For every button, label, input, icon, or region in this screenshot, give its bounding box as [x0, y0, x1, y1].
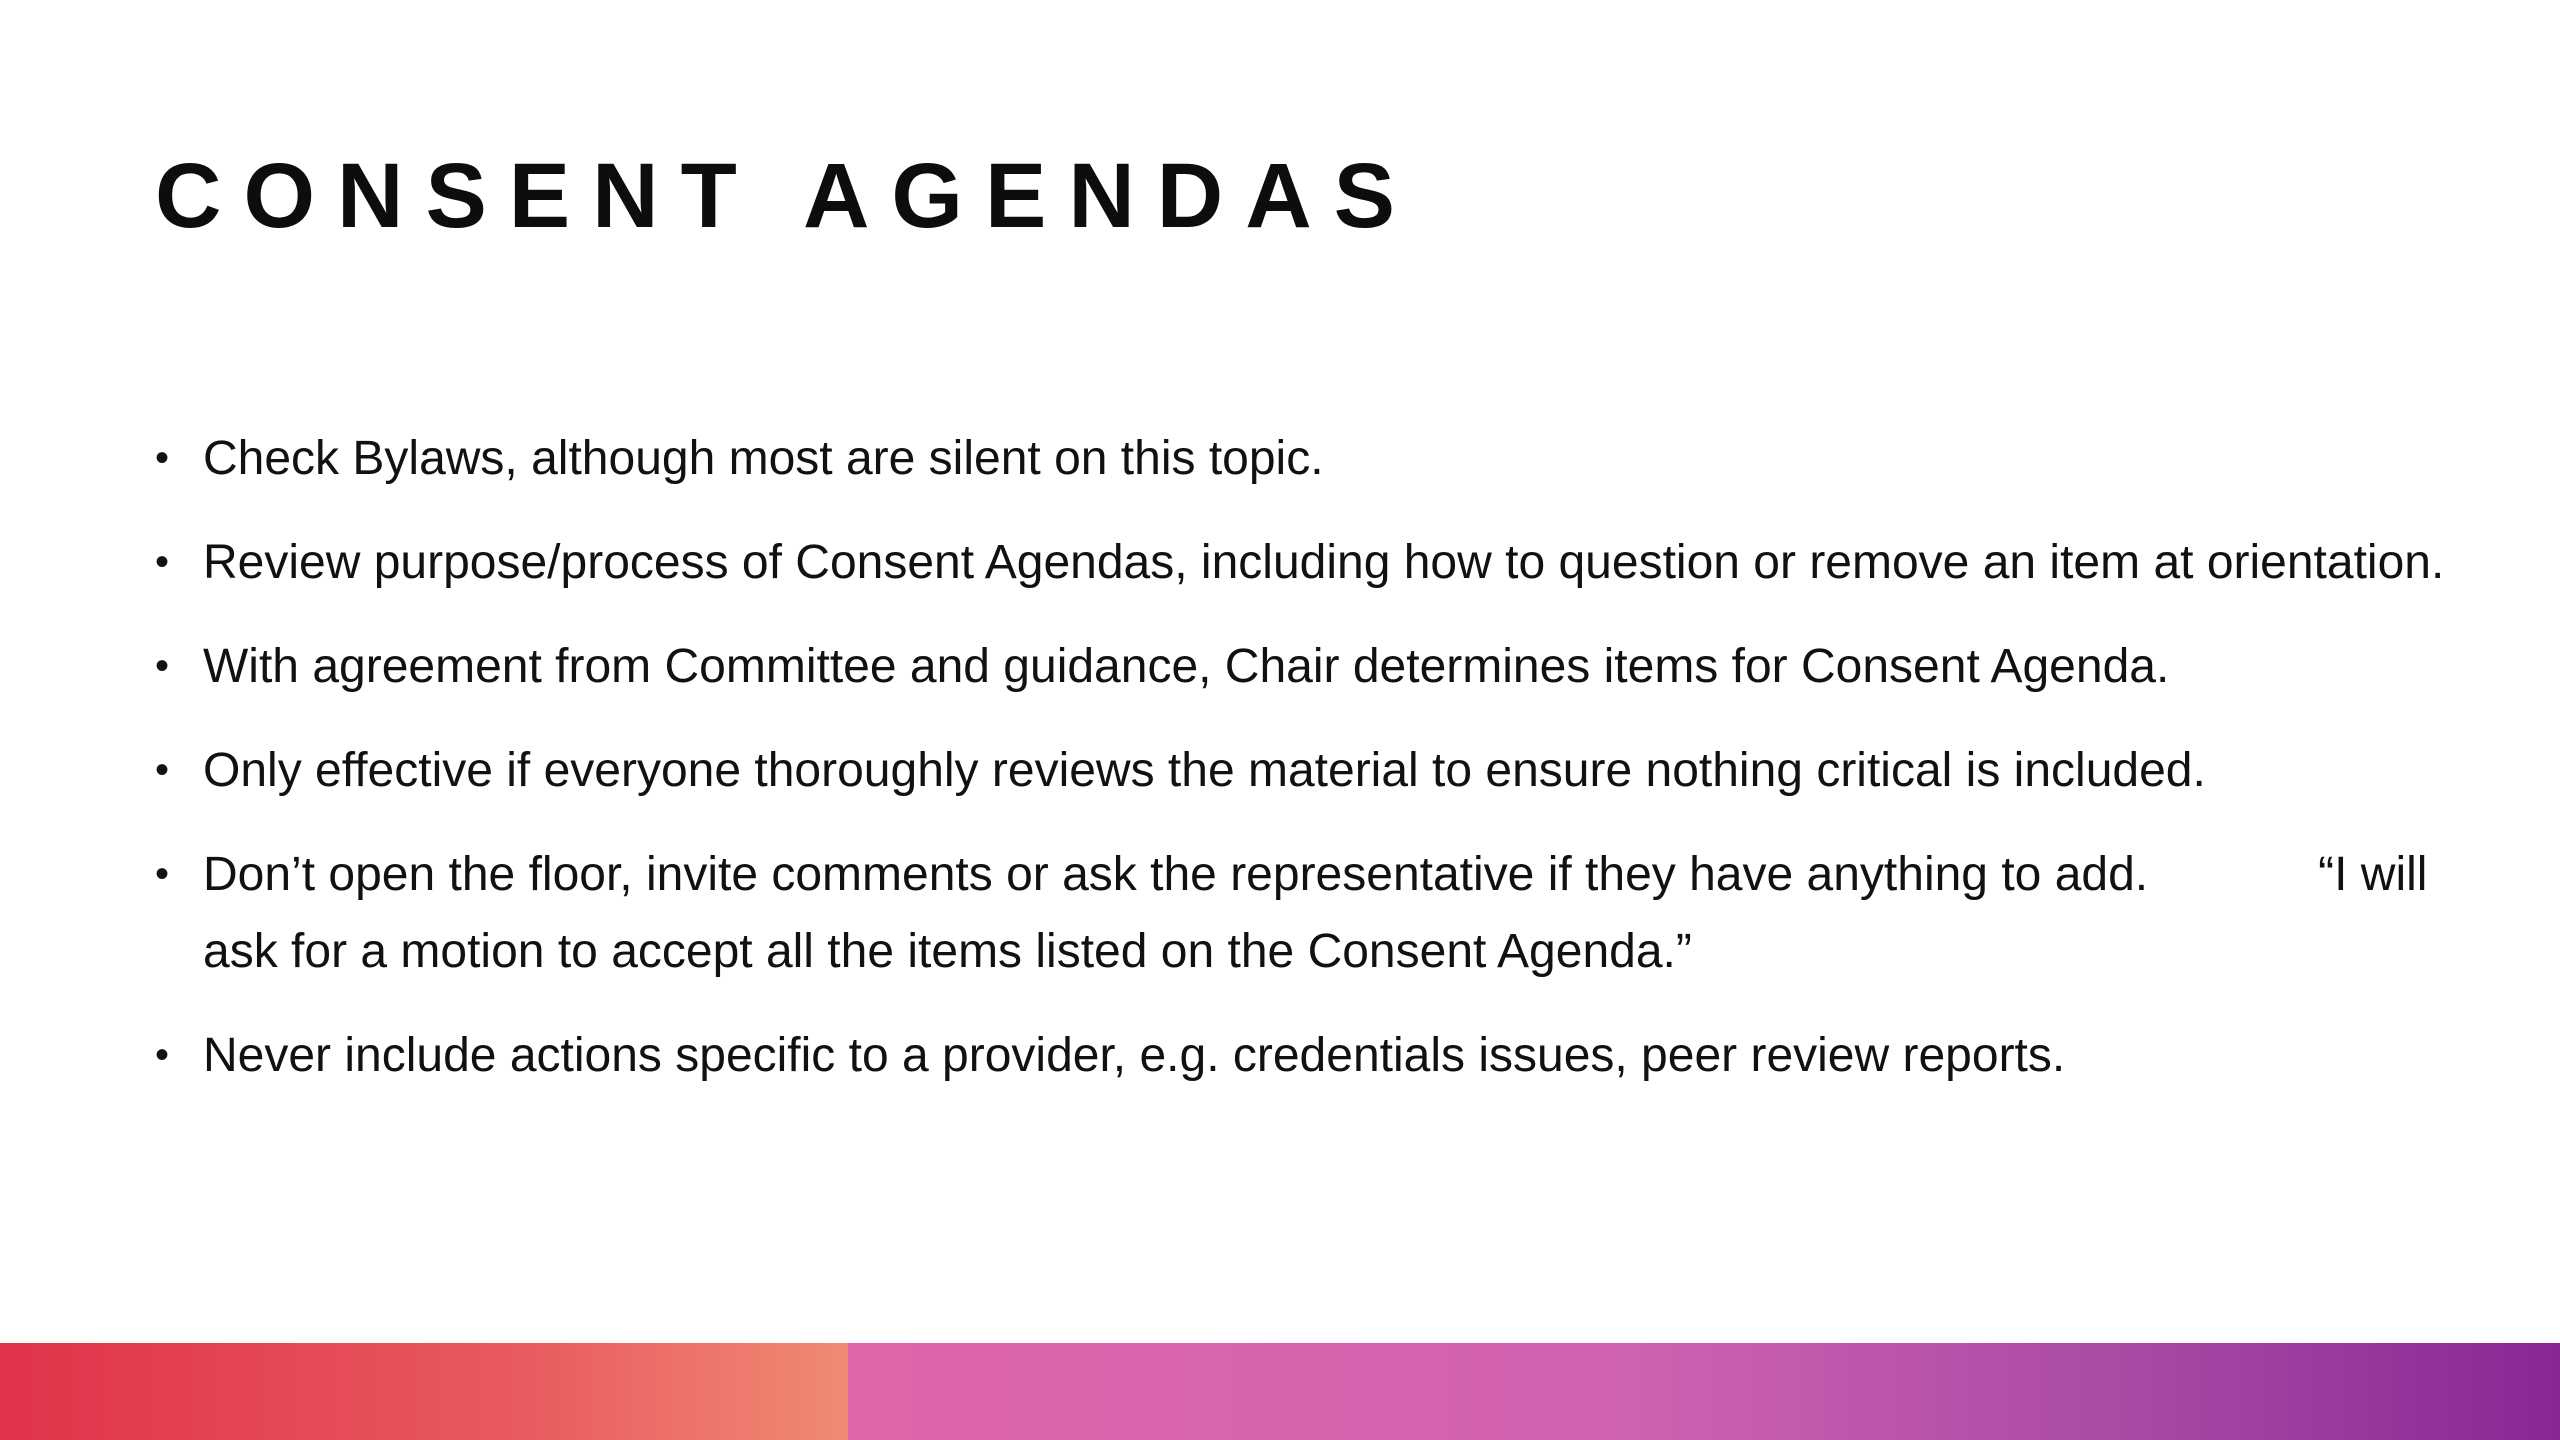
bullet-item	[155, 420, 2445, 497]
bullet-item	[155, 836, 2445, 990]
decorative-bottom-band	[0, 1343, 2560, 1440]
bullet-text: Never include actions specific to a provider, e.g. credentials issues, peer review reports.	[203, 1029, 2066, 1082]
bullet-text: Don’t open the floor, invite comments or ask the representative if they have anything to add.	[203, 848, 2149, 901]
band-left-segment	[0, 1343, 848, 1440]
bullet-dot-icon: •	[155, 1033, 170, 1077]
band-right-segment	[848, 1343, 2560, 1440]
slide-title: CONSENT AGENDAS	[155, 145, 1417, 247]
bullet-item	[155, 524, 2445, 601]
bullet-item	[155, 628, 2445, 705]
bullet-text: With agreement from Committee and guidance, Chair determines items for Consent Agenda.	[203, 640, 2170, 693]
bullet-quote: “I will ask for a motion to accept all the items listed on the Consent Agenda.”	[203, 848, 2428, 978]
bullet-text: Check Bylaws, although most are silent on this topic.	[203, 432, 1324, 485]
bullet-item	[155, 732, 2445, 809]
bullet-text: Review purpose/process of Consent Agendas, including how to question or remove an item at orientation.	[203, 536, 2445, 589]
bullet-dot-icon: •	[155, 644, 170, 688]
bullet-dot-icon: •	[155, 540, 170, 584]
bullet-dot-icon: •	[155, 436, 170, 480]
bullet-text: Only effective if everyone thoroughly reviews the material to ensure nothing critical is included.	[203, 744, 2206, 797]
bullet-dot-icon: •	[155, 852, 170, 896]
bullet-list	[155, 420, 2445, 1121]
bullet-item	[155, 1017, 2445, 1094]
bullet-dot-icon: •	[155, 748, 170, 792]
